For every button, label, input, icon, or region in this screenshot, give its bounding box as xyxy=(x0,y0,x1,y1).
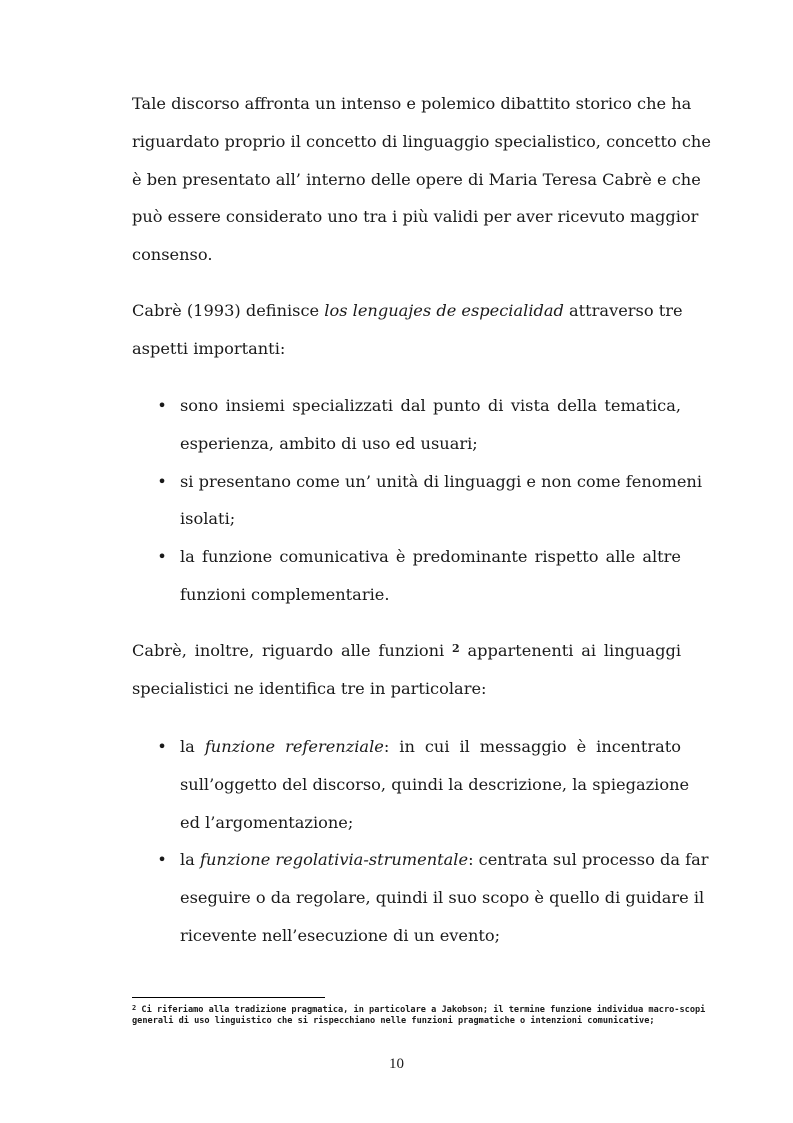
italic-term: funzione referenziale xyxy=(204,737,384,756)
list-item xyxy=(132,728,690,841)
page-number: 10 xyxy=(389,1056,404,1072)
text-line: specialistici ne identifica tre in particolare: xyxy=(132,678,487,698)
footnote-separator xyxy=(132,997,325,998)
paragraph-intro xyxy=(132,85,711,274)
paragraph-cabre-definition xyxy=(132,292,681,368)
text-line: funzioni complementarie. xyxy=(180,584,390,604)
text-line: si presentano come un’ unità di linguaggi e non come fenomeni xyxy=(180,471,703,491)
footnote-marker: 2 xyxy=(132,1004,137,1012)
bullet-icon: • xyxy=(157,737,167,756)
text-line: sull’oggetto del discorso, quindi la descrizione, la spiegazione xyxy=(180,774,690,794)
bullet-icon: • xyxy=(157,547,167,567)
bullet-icon: • xyxy=(157,396,167,415)
functions-list xyxy=(132,728,709,955)
text-line: Cabrè, inoltre, riguardo alle funzioni $^2$ appartenenti ai linguaggi xyxy=(132,641,681,660)
text-line: sono insiemi specializzati dal punto di vista della tematica, xyxy=(180,396,681,415)
text-line: ricevente nell’esecuzione di un evento; xyxy=(180,925,501,945)
footnote-line: $^2$ Ci riferiamo alla tradizione pragmatica, in particolare a Jakobson; il termine funzione individua macro-scopi xyxy=(132,1004,706,1015)
footnote-reference[interactable]: 2 xyxy=(452,642,460,655)
list-item xyxy=(132,841,709,954)
text-line: Cabrè (1993) definisce los lenguajes de especialidad attraverso tre xyxy=(132,301,683,320)
text-line: la funzione regolativia-strumentale: centrata sul processo da far xyxy=(180,850,709,870)
text-line: può essere considerato uno tra i più validi per aver ricevuto maggior xyxy=(132,207,699,227)
list-item xyxy=(132,538,681,614)
italic-term: funzione regolativia-strumentale xyxy=(199,850,469,870)
italic-term: los lenguajes de especialidad xyxy=(324,301,564,320)
text-line: la funzione comunicativa è predominante rispetto alle altre xyxy=(180,547,681,567)
footnote-line: generali di uso linguistico che si rispecchiano nelle funzioni pragmatiche o intenzioni comunicative; xyxy=(132,1016,655,1026)
paragraph-functions xyxy=(132,632,681,708)
text-line: riguardato proprio il concetto di linguaggio specialistico, concetto che xyxy=(132,131,711,151)
text-line: eseguire o da regolare, quindi il suo scopo è quello di guidare il xyxy=(180,888,705,908)
aspects-list xyxy=(132,387,703,614)
bullet-icon: • xyxy=(157,471,167,491)
text-line: esperienza, ambito di uso ed usuari; xyxy=(180,433,478,453)
text-line: Tale discorso affronta un intenso e polemico dibattito storico che ha xyxy=(132,94,692,113)
text-line: ed l’argomentazione; xyxy=(180,812,354,832)
list-item xyxy=(132,387,681,463)
bullet-icon: • xyxy=(157,850,167,870)
text-line: aspetti importanti: xyxy=(132,338,286,358)
text-line: consenso. xyxy=(132,245,213,265)
footnote xyxy=(132,1004,706,1027)
text-line: è ben presentato all’ interno delle opere di Maria Teresa Cabrè e che xyxy=(132,169,701,189)
text-line: isolati; xyxy=(180,509,236,529)
list-item xyxy=(132,463,703,539)
text-line: la funzione referenziale: in cui il messaggio è incentrato xyxy=(180,737,681,756)
